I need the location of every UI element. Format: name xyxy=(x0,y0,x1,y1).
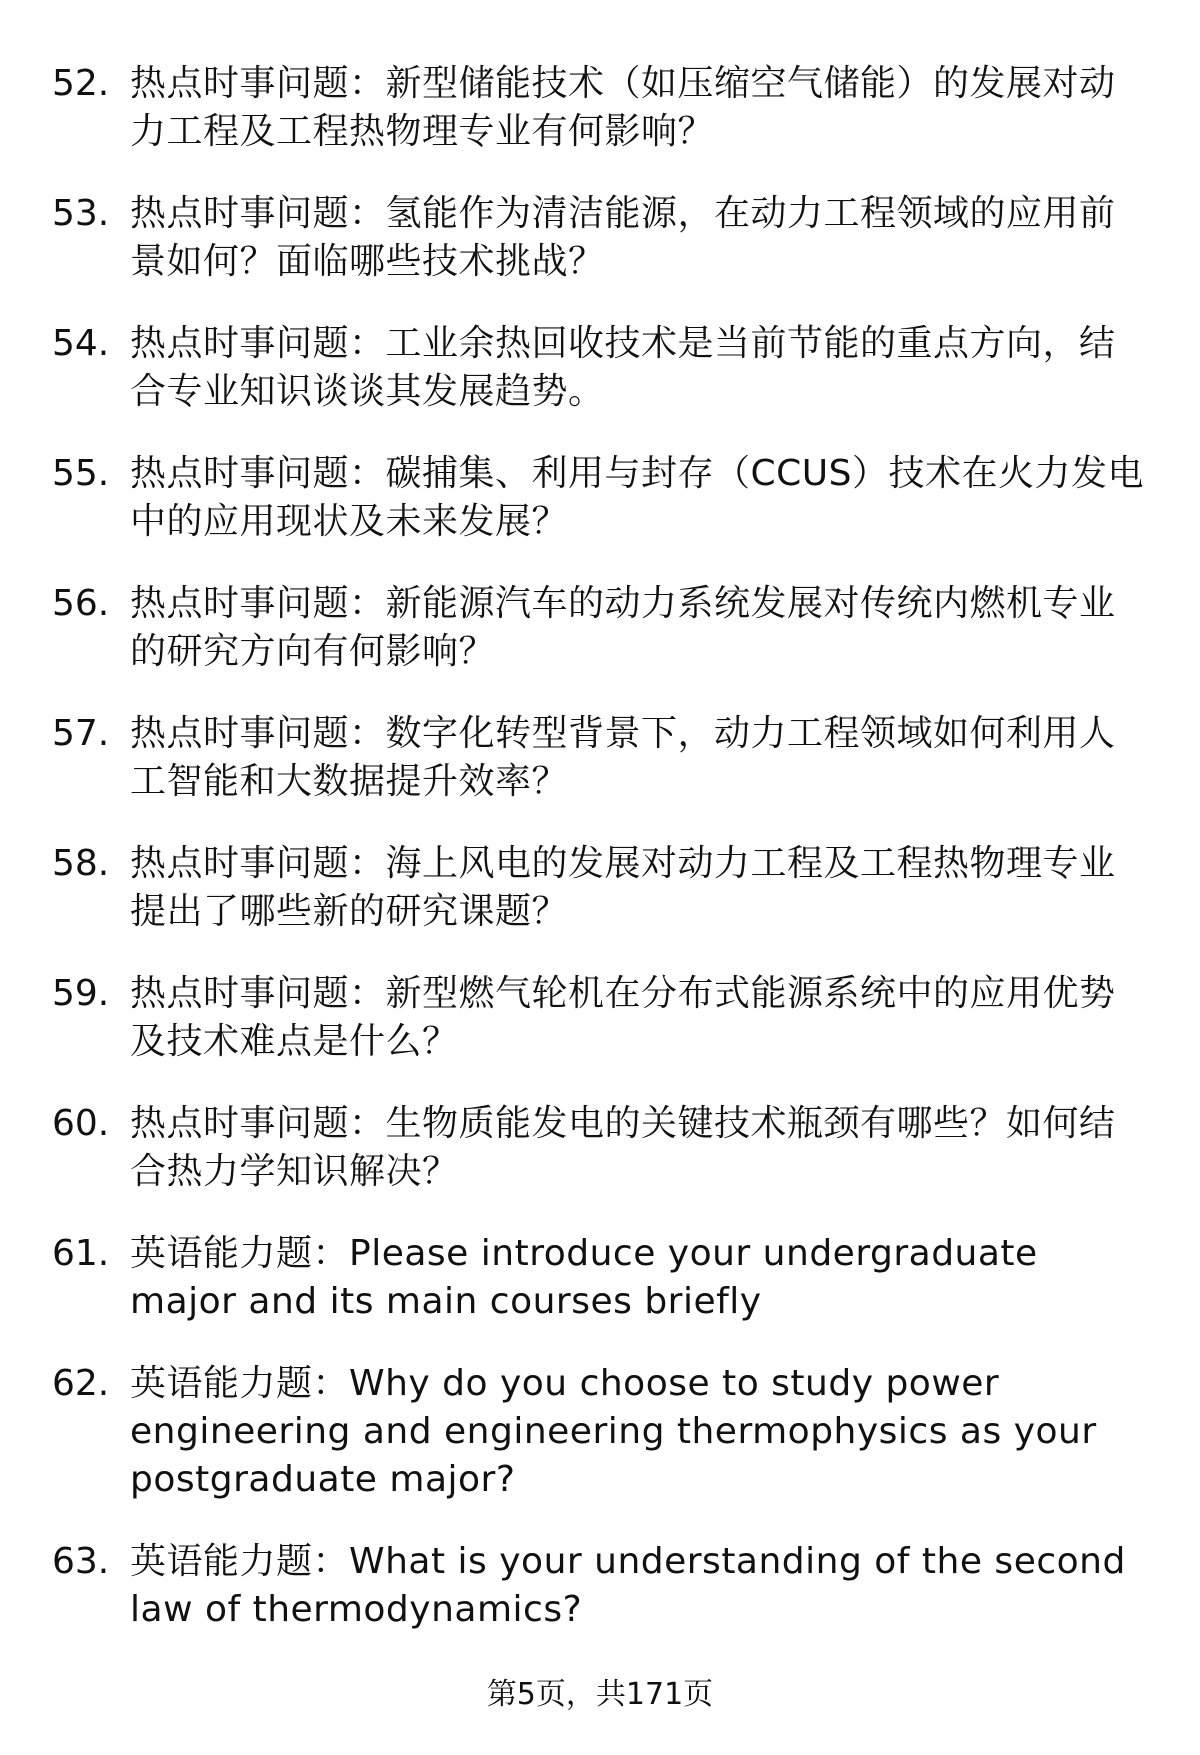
question-number: 55. xyxy=(52,453,110,494)
question-text: 热点时事问题：工业余热回收技术是当前节能的重点方向，结合专业知识谈谈其发展趋势。 xyxy=(130,323,1116,412)
question-item-52 xyxy=(52,60,1147,156)
question-text: 热点时事问题：碳捕集、利用与封存（CCUS）技术在火力发电中的应用现状及未来发展？ xyxy=(130,453,1144,542)
question-number: 57. xyxy=(52,713,110,754)
question-number: 59. xyxy=(52,973,110,1014)
question-text: 热点时事问题：新能源汽车的动力系统发展对传统内燃机专业的研究方向有何影响？ xyxy=(130,583,1116,672)
question-item-59 xyxy=(52,970,1147,1066)
question-item-55 xyxy=(52,450,1147,546)
question-number: 61. xyxy=(52,1233,110,1274)
question-item-58 xyxy=(52,840,1147,936)
question-item-54 xyxy=(52,320,1147,416)
question-number: 62. xyxy=(52,1363,110,1404)
question-text: 英语能力题：Why do you choose to study power engineering and engineering thermophysics as your postgraduate major? xyxy=(130,1363,1097,1500)
question-item-53 xyxy=(52,190,1147,286)
question-item-63 xyxy=(52,1538,1147,1634)
question-text: 热点时事问题：生物质能发电的关键技术瓶颈有哪些？如何结合热力学知识解决？ xyxy=(130,1103,1116,1192)
question-number: 53. xyxy=(52,193,110,234)
question-item-62 xyxy=(52,1360,1147,1504)
question-number: 56. xyxy=(52,583,110,624)
question-text: 英语能力题：What is your understanding of the second law of thermodynamics? xyxy=(130,1541,1126,1630)
question-text: 热点时事问题：新型储能技术（如压缩空气储能）的发展对动力工程及工程热物理专业有何影响？ xyxy=(130,63,1116,152)
question-text: 热点时事问题：数字化转型背景下，动力工程领域如何利用人工智能和大数据提升效率？ xyxy=(130,713,1116,802)
question-text: 热点时事问题：氢能作为清洁能源，在动力工程领域的应用前景如何？面临哪些技术挑战？ xyxy=(130,193,1116,282)
question-number: 52. xyxy=(52,63,110,104)
question-number: 63. xyxy=(52,1541,110,1582)
question-text: 热点时事问题：新型燃气轮机在分布式能源系统中的应用优势及技术难点是什么？ xyxy=(130,973,1116,1062)
question-text: 英语能力题：Please introduce your undergraduate major and its main courses briefly xyxy=(130,1233,1038,1322)
question-list xyxy=(52,60,1147,1668)
question-item-61 xyxy=(52,1230,1147,1326)
question-number: 60. xyxy=(52,1103,110,1144)
question-number: 54. xyxy=(52,323,110,364)
question-item-56 xyxy=(52,580,1147,676)
question-text: 热点时事问题：海上风电的发展对动力工程及工程热物理专业提出了哪些新的研究课题？ xyxy=(130,843,1116,932)
question-item-60 xyxy=(52,1100,1147,1196)
page-footer: 第5页，共171页 xyxy=(486,1677,714,1712)
question-number: 58. xyxy=(52,843,110,884)
question-item-57 xyxy=(52,710,1147,806)
